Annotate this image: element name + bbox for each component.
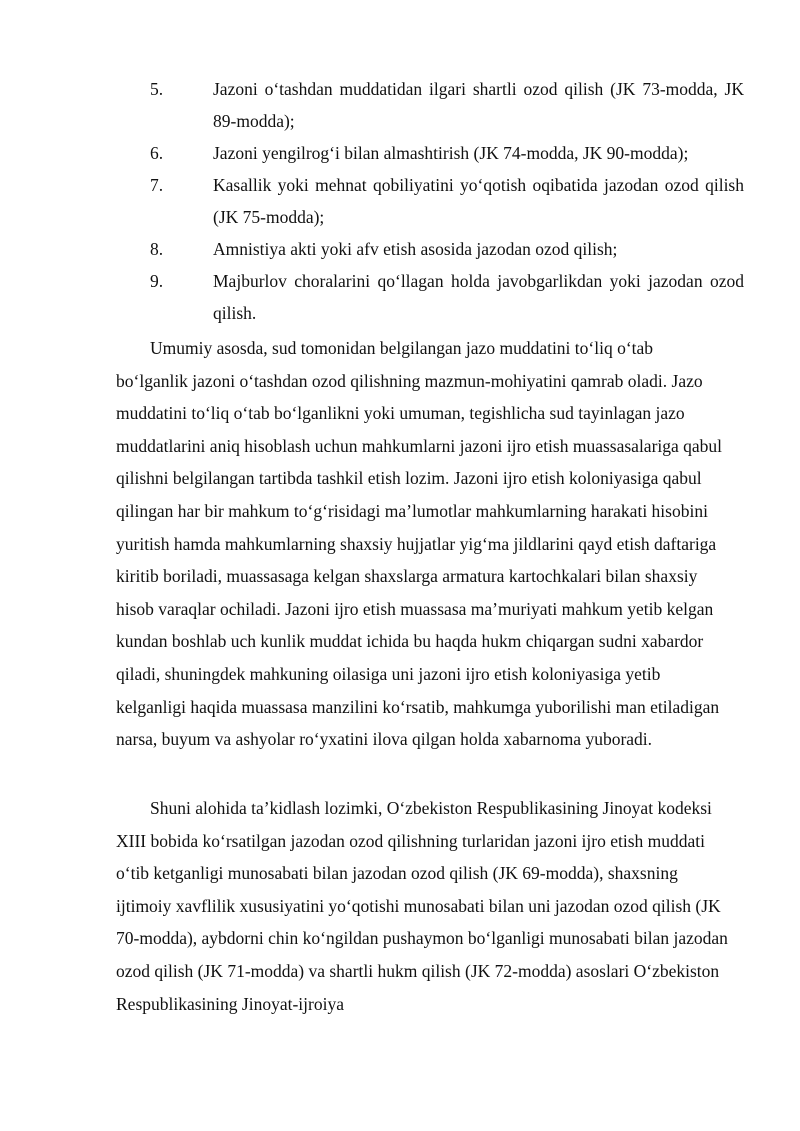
list-item (150, 233, 744, 265)
body-paragraph: Umumiy asosda, sud tomonidan belgilangan jazo muddatini to‘liq o‘tab bo‘lganlik jazoni o‘tashdan ozod qilishning mazmun-mohiyatini qamrab oladi. Jazo muddatini to‘liq o‘tab bo‘lganlikni yoki umuman, tegishlicha sud tayinlagan jazo muddatlarini aniq hisoblash uchun mahkumlarni jazoni ijro etish muassasalariga qabul qilishni belgilangan tartibda tashkil etish lozim. Jazoni ijro etish koloniyasiga qabul qilingan har bir mahkum to‘g‘risidagi ma’lumotlar mahkumlarning harakati hisobini yuritish hamda mahkumlarning shaxsiy hujjatlar yig‘ma jildlarini qayd etish daftariga kiritib boriladi, muassasaga kelgan shaxslarga armatura kartochkalari bilan shaxsiy hisob varaqlar ochiladi. Jazoni ijro etish muassasa ma’muriyati mahkum yetib kelgan kundan boshlab uch kunlik muddat ichida bu haqda hukm chiqargan sudni xabardor qiladi, shuningdek mahkuning oilasiga uni jazoni ijro etish koloniyasiga yetib kelganligi haqida muassasa manzilini ko‘rsatib, mahkumga yuborilishi man etiladigan narsa, buyum va ashyolar ro‘yxatini ilova qilgan holda xabarnoma yuboradi. (116, 338, 723, 750)
list-item (150, 265, 744, 329)
list-item-number: 6. (150, 143, 164, 163)
body-paragraph: Shuni alohida ta’kidlash lozimki, O‘zbekiston Respublikasining Jinoyat kodeksi XIII bobida ko‘rsatilgan jazodan ozod qilishning turlaridan jazoni ijro etish muddati o‘tib ketganligi munosabati bilan jazodan ozod qilish (JK 69-modda), shaxsning ijtimoiy xavflilik xususiyatini yo‘qotishi munosabati bilan uni jazodan ozod qilish (JK 70-modda), aybdorni chin ko‘ngildan pushaymon bo‘lganligi munosabati bilan jazodan ozod qilish (JK 71-modda) va shartli hukm qilish (JK 72-modda) asoslari O‘zbekiston Respublikasining Jinoyat-ijroiya (116, 798, 728, 1014)
list-item-text: Jazoni o‘tashdan muddatidan ilgari shartli ozod qilish (JK 73-modda, JK 89-modda); (213, 79, 744, 131)
list-item-text: Majburlov choralarini qo‘llagan holda javobgarlikdan yoki jazodan ozod qilish. (213, 271, 744, 323)
list-item-number: 5. (150, 79, 164, 99)
list-item-number: 7. (150, 175, 164, 195)
list-item-number: 8. (150, 239, 164, 259)
list-item (150, 137, 744, 169)
list-item-number: 9. (150, 271, 164, 291)
list-item (150, 73, 744, 137)
list-item-text: Kasallik yoki mehnat qobiliyatini yo‘qotish oqibatida jazodan ozod qilish (JK 75-modda); (213, 175, 744, 227)
numbered-list (150, 73, 744, 329)
list-item-text: Amnistiya akti yoki afv etish asosida jazodan ozod qilish; (213, 239, 618, 259)
list-item (150, 169, 744, 233)
list-item-text: Jazoni yengilrog‘i bilan almashtirish (JK 74-modda, JK 90-modda); (213, 143, 689, 163)
